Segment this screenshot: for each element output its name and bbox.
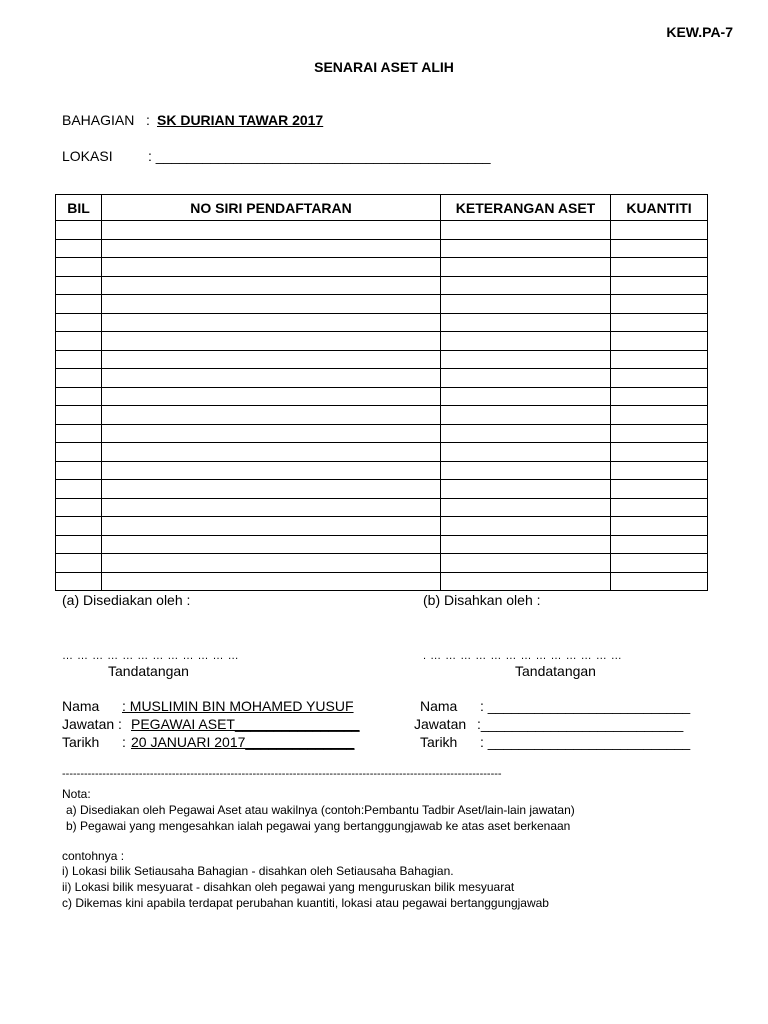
- table-cell: [56, 313, 102, 332]
- asset-table: [55, 194, 708, 591]
- table-cell: [102, 554, 441, 573]
- table-cell: [56, 572, 102, 591]
- table-cell: [56, 535, 102, 554]
- column-header-no-siri: NO SIRI PENDAFTARAN: [102, 195, 441, 221]
- table-cell: [56, 332, 102, 351]
- table-cell: [441, 350, 611, 369]
- column-header-keterangan: KETERANGAN ASET: [441, 195, 611, 221]
- table-cell: [441, 332, 611, 351]
- table-cell: [102, 498, 441, 517]
- table-cell: [441, 313, 611, 332]
- table-cell: [56, 276, 102, 295]
- lokasi-label: LOKASI: [62, 148, 113, 164]
- table-cell: [611, 480, 708, 499]
- table-cell: [441, 369, 611, 388]
- table-cell: [102, 332, 441, 351]
- table-cell: [56, 221, 102, 240]
- table-cell: [441, 276, 611, 295]
- table-cell: [102, 221, 441, 240]
- prepared-by-tarikh-value: 20 JANUARI 2017______________: [131, 734, 355, 750]
- prepared-by-nama-value: [122, 698, 354, 714]
- note-c: c) Dikemas kini apabila terdapat perubahan kuantiti, lokasi atau pegawai bertanggungjawab: [62, 896, 549, 910]
- table-cell: [611, 424, 708, 443]
- table-cell: [56, 239, 102, 258]
- table-row: [56, 461, 708, 480]
- lokasi-value: : ___________________________________________: [148, 148, 491, 164]
- table-row: [56, 572, 708, 591]
- table-cell: [611, 239, 708, 258]
- table-cell: [56, 554, 102, 573]
- table-header-row: [56, 195, 708, 221]
- table-cell: [102, 480, 441, 499]
- approved-by-heading: (b) Disahkan oleh :: [423, 592, 541, 608]
- table-cell: [441, 387, 611, 406]
- table-cell: [611, 369, 708, 388]
- table-row: [56, 498, 708, 517]
- table-cell: [611, 498, 708, 517]
- table-cell: [611, 517, 708, 536]
- prepared-by-tarikh-colon: :: [122, 734, 126, 750]
- example-title: contohnya :: [62, 849, 125, 863]
- approved-by-jawatan-value: :__________________________: [477, 716, 684, 732]
- table-cell: [441, 221, 611, 240]
- table-cell: [441, 295, 611, 314]
- table-cell: [441, 424, 611, 443]
- table-cell: [102, 535, 441, 554]
- table-cell: [611, 295, 708, 314]
- approved-by-nama-value: : __________________________: [480, 698, 691, 714]
- column-header-bil: BIL: [56, 195, 102, 221]
- table-row: [56, 332, 708, 351]
- approved-by-tarikh-value: : __________________________: [480, 734, 691, 750]
- table-cell: [102, 572, 441, 591]
- approved-by-signature-caption: Tandatangan: [515, 663, 596, 679]
- example-ii: ii) Lokasi bilik mesyuarat - disahkan oleh pegawai yang menguruskan bilik mesyuarat: [62, 880, 515, 894]
- table-row: [56, 406, 708, 425]
- form-code: KEW.PA-7: [666, 24, 733, 40]
- bahagian-label: BAHAGIAN: [62, 112, 135, 128]
- table-cell: [56, 387, 102, 406]
- table-cell: [56, 443, 102, 462]
- table-row: [56, 535, 708, 554]
- table-row: [56, 313, 708, 332]
- notes-separator: ------------------------------------------------------------------------------------------------------------------------: [62, 768, 502, 780]
- prepared-by-signature-caption: Tandatangan: [108, 663, 189, 679]
- table-cell: [56, 498, 102, 517]
- prepared-by-jawatan-label: Jawatan :: [62, 716, 122, 732]
- table-row: [56, 424, 708, 443]
- table-cell: [56, 406, 102, 425]
- table-cell: [441, 406, 611, 425]
- document-title: SENARAI ASET ALIH: [314, 59, 454, 75]
- prepared-by-signature-line: … … … … … … … … … … … …: [62, 650, 240, 662]
- prepared-by-nama-text: : MUSLIMIN BIN MOHAMED YUSUF: [122, 698, 354, 714]
- note-b: b) Pegawai yang mengesahkan ialah pegawai yang bertanggungjawab ke atas aset berkenaan: [66, 819, 571, 833]
- table-row: [56, 221, 708, 240]
- table-cell: [441, 554, 611, 573]
- table-cell: [441, 517, 611, 536]
- table-cell: [441, 443, 611, 462]
- table-cell: [56, 350, 102, 369]
- table-row: [56, 387, 708, 406]
- prepared-by-jawatan-value: PEGAWAI ASET________________: [131, 716, 360, 732]
- table-row: [56, 517, 708, 536]
- table-cell: [611, 554, 708, 573]
- table-row: [56, 239, 708, 258]
- table-cell: [611, 572, 708, 591]
- prepared-by-jawatan-text: Jawatan: [62, 716, 115, 732]
- table-cell: [611, 350, 708, 369]
- table-cell: [56, 517, 102, 536]
- table-body: [56, 221, 708, 591]
- approved-by-signature-line: . … … … … … … … … … … … … …: [423, 650, 623, 662]
- table-row: [56, 295, 708, 314]
- table-cell: [102, 313, 441, 332]
- table-cell: [56, 461, 102, 480]
- table-cell: [102, 350, 441, 369]
- table-cell: [102, 517, 441, 536]
- example-i: i) Lokasi bilik Setiausaha Bahagian - disahkan oleh Setiausaha Bahagian.: [62, 864, 454, 878]
- column-header-kuantiti: KUANTITI: [611, 195, 708, 221]
- table-row: [56, 369, 708, 388]
- notes-title: Nota:: [62, 787, 91, 801]
- prepared-by-tarikh-label: Tarikh: [62, 734, 100, 750]
- prepared-by-heading: (a) Disediakan oleh :: [62, 592, 191, 608]
- table-cell: [441, 535, 611, 554]
- table-cell: [102, 406, 441, 425]
- table-cell: [56, 424, 102, 443]
- approved-by-jawatan-label: Jawatan: [414, 716, 467, 732]
- table-cell: [441, 239, 611, 258]
- table-row: [56, 350, 708, 369]
- table-row: [56, 276, 708, 295]
- table-cell: [102, 443, 441, 462]
- table-cell: [56, 369, 102, 388]
- table-cell: [102, 369, 441, 388]
- table-row: [56, 480, 708, 499]
- table-cell: [102, 258, 441, 277]
- table-cell: [102, 424, 441, 443]
- table-cell: [611, 221, 708, 240]
- table-cell: [56, 258, 102, 277]
- table-row: [56, 554, 708, 573]
- table-row: [56, 258, 708, 277]
- table-cell: [441, 480, 611, 499]
- table-cell: [611, 443, 708, 462]
- prepared-by-nama-label: Nama: [62, 698, 100, 714]
- table-cell: [441, 258, 611, 277]
- table-cell: [441, 498, 611, 517]
- approved-by-nama-label: Nama: [420, 698, 458, 714]
- table-cell: [611, 387, 708, 406]
- table-cell: [102, 239, 441, 258]
- table-cell: [441, 461, 611, 480]
- table-cell: [611, 535, 708, 554]
- table-cell: [611, 461, 708, 480]
- table-cell: [611, 406, 708, 425]
- table-cell: [102, 295, 441, 314]
- table-cell: [611, 332, 708, 351]
- table-cell: [102, 461, 441, 480]
- bahagian-value: SK DURIAN TAWAR 2017: [157, 112, 324, 128]
- approved-by-tarikh-label: Tarikh: [420, 734, 458, 750]
- table-cell: [56, 295, 102, 314]
- bahagian-colon: :: [146, 112, 150, 128]
- table-cell: [611, 313, 708, 332]
- table-row: [56, 443, 708, 462]
- table-cell: [611, 258, 708, 277]
- table-cell: [611, 276, 708, 295]
- table-cell: [441, 572, 611, 591]
- table-cell: [102, 387, 441, 406]
- table-cell: [56, 480, 102, 499]
- table-cell: [102, 276, 441, 295]
- note-a: a) Disediakan oleh Pegawai Aset atau wakilnya (contoh:Pembantu Tadbir Aset/lain-lain jawatan): [66, 803, 575, 817]
